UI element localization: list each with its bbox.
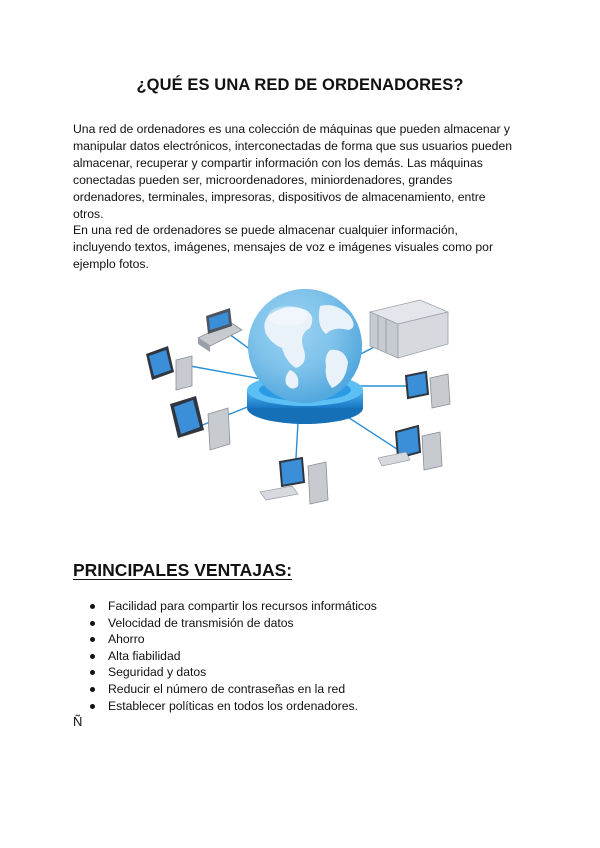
section-heading: PRINCIPALES VENTAJAS:	[73, 560, 293, 580]
list-item	[90, 631, 377, 648]
list-item	[90, 598, 377, 615]
bullet-icon	[90, 654, 95, 659]
bullet-icon	[90, 637, 95, 642]
stray-character: Ñ	[73, 714, 83, 729]
desktop-computer-icon	[146, 346, 192, 390]
list-item-text: Ahorro	[108, 632, 145, 647]
list-item	[90, 698, 377, 715]
list-item-text: Alta fiabilidad	[108, 648, 181, 663]
page-title: ¿QUÉ ES UNA RED DE ORDENADORES?	[136, 76, 464, 94]
bullet-icon	[90, 621, 95, 626]
list-item-text: Establecer políticas en todos los ordenadores.	[108, 698, 358, 713]
bullet-icon	[90, 604, 95, 609]
desktop-computer-icon	[378, 426, 442, 470]
desktop-computer-icon	[406, 372, 450, 408]
bullet-icon	[90, 670, 95, 675]
list-item	[90, 615, 377, 632]
advantages-list	[90, 598, 377, 714]
bullet-icon	[90, 687, 95, 692]
globe-icon	[248, 289, 362, 403]
list-item-text: Seguridad y datos	[108, 665, 207, 680]
bullet-icon	[90, 704, 95, 709]
list-item	[90, 681, 377, 698]
list-item	[90, 664, 377, 681]
intro-paragraph: Una red de ordenadores es una colección de máquinas que pueden almacenar y manipular datos electrónicos, interconectadas de forma que sus usuarios pueden almacenar, recuperar y compartir información con los demás. Las máquinas conectadas pueden ser, microordenadores, miniordenadores, grandes ordenadores, terminales, impresoras, dispositivos de almacenamiento, entre otros.	[73, 122, 513, 221]
desktop-computer-icon	[260, 458, 328, 504]
storage-paragraph: En una red de ordenadores se puede almacenar cualquier información, incluyendo textos, imágenes, mensajes de voz e imágenes visuales como por ejemplo fotos.	[73, 223, 494, 271]
list-item-text: Facilidad para compartir los recursos informáticos	[108, 599, 377, 613]
laptop-icon	[198, 308, 242, 352]
server-icon	[370, 300, 448, 358]
network-illustration	[130, 286, 470, 526]
list-item-text: Velocidad de transmisión de datos	[108, 615, 294, 630]
list-item	[90, 648, 377, 665]
list-item-text: Reducir el número de contraseñas en la red	[108, 681, 346, 696]
desktop-computer-icon	[170, 396, 230, 450]
